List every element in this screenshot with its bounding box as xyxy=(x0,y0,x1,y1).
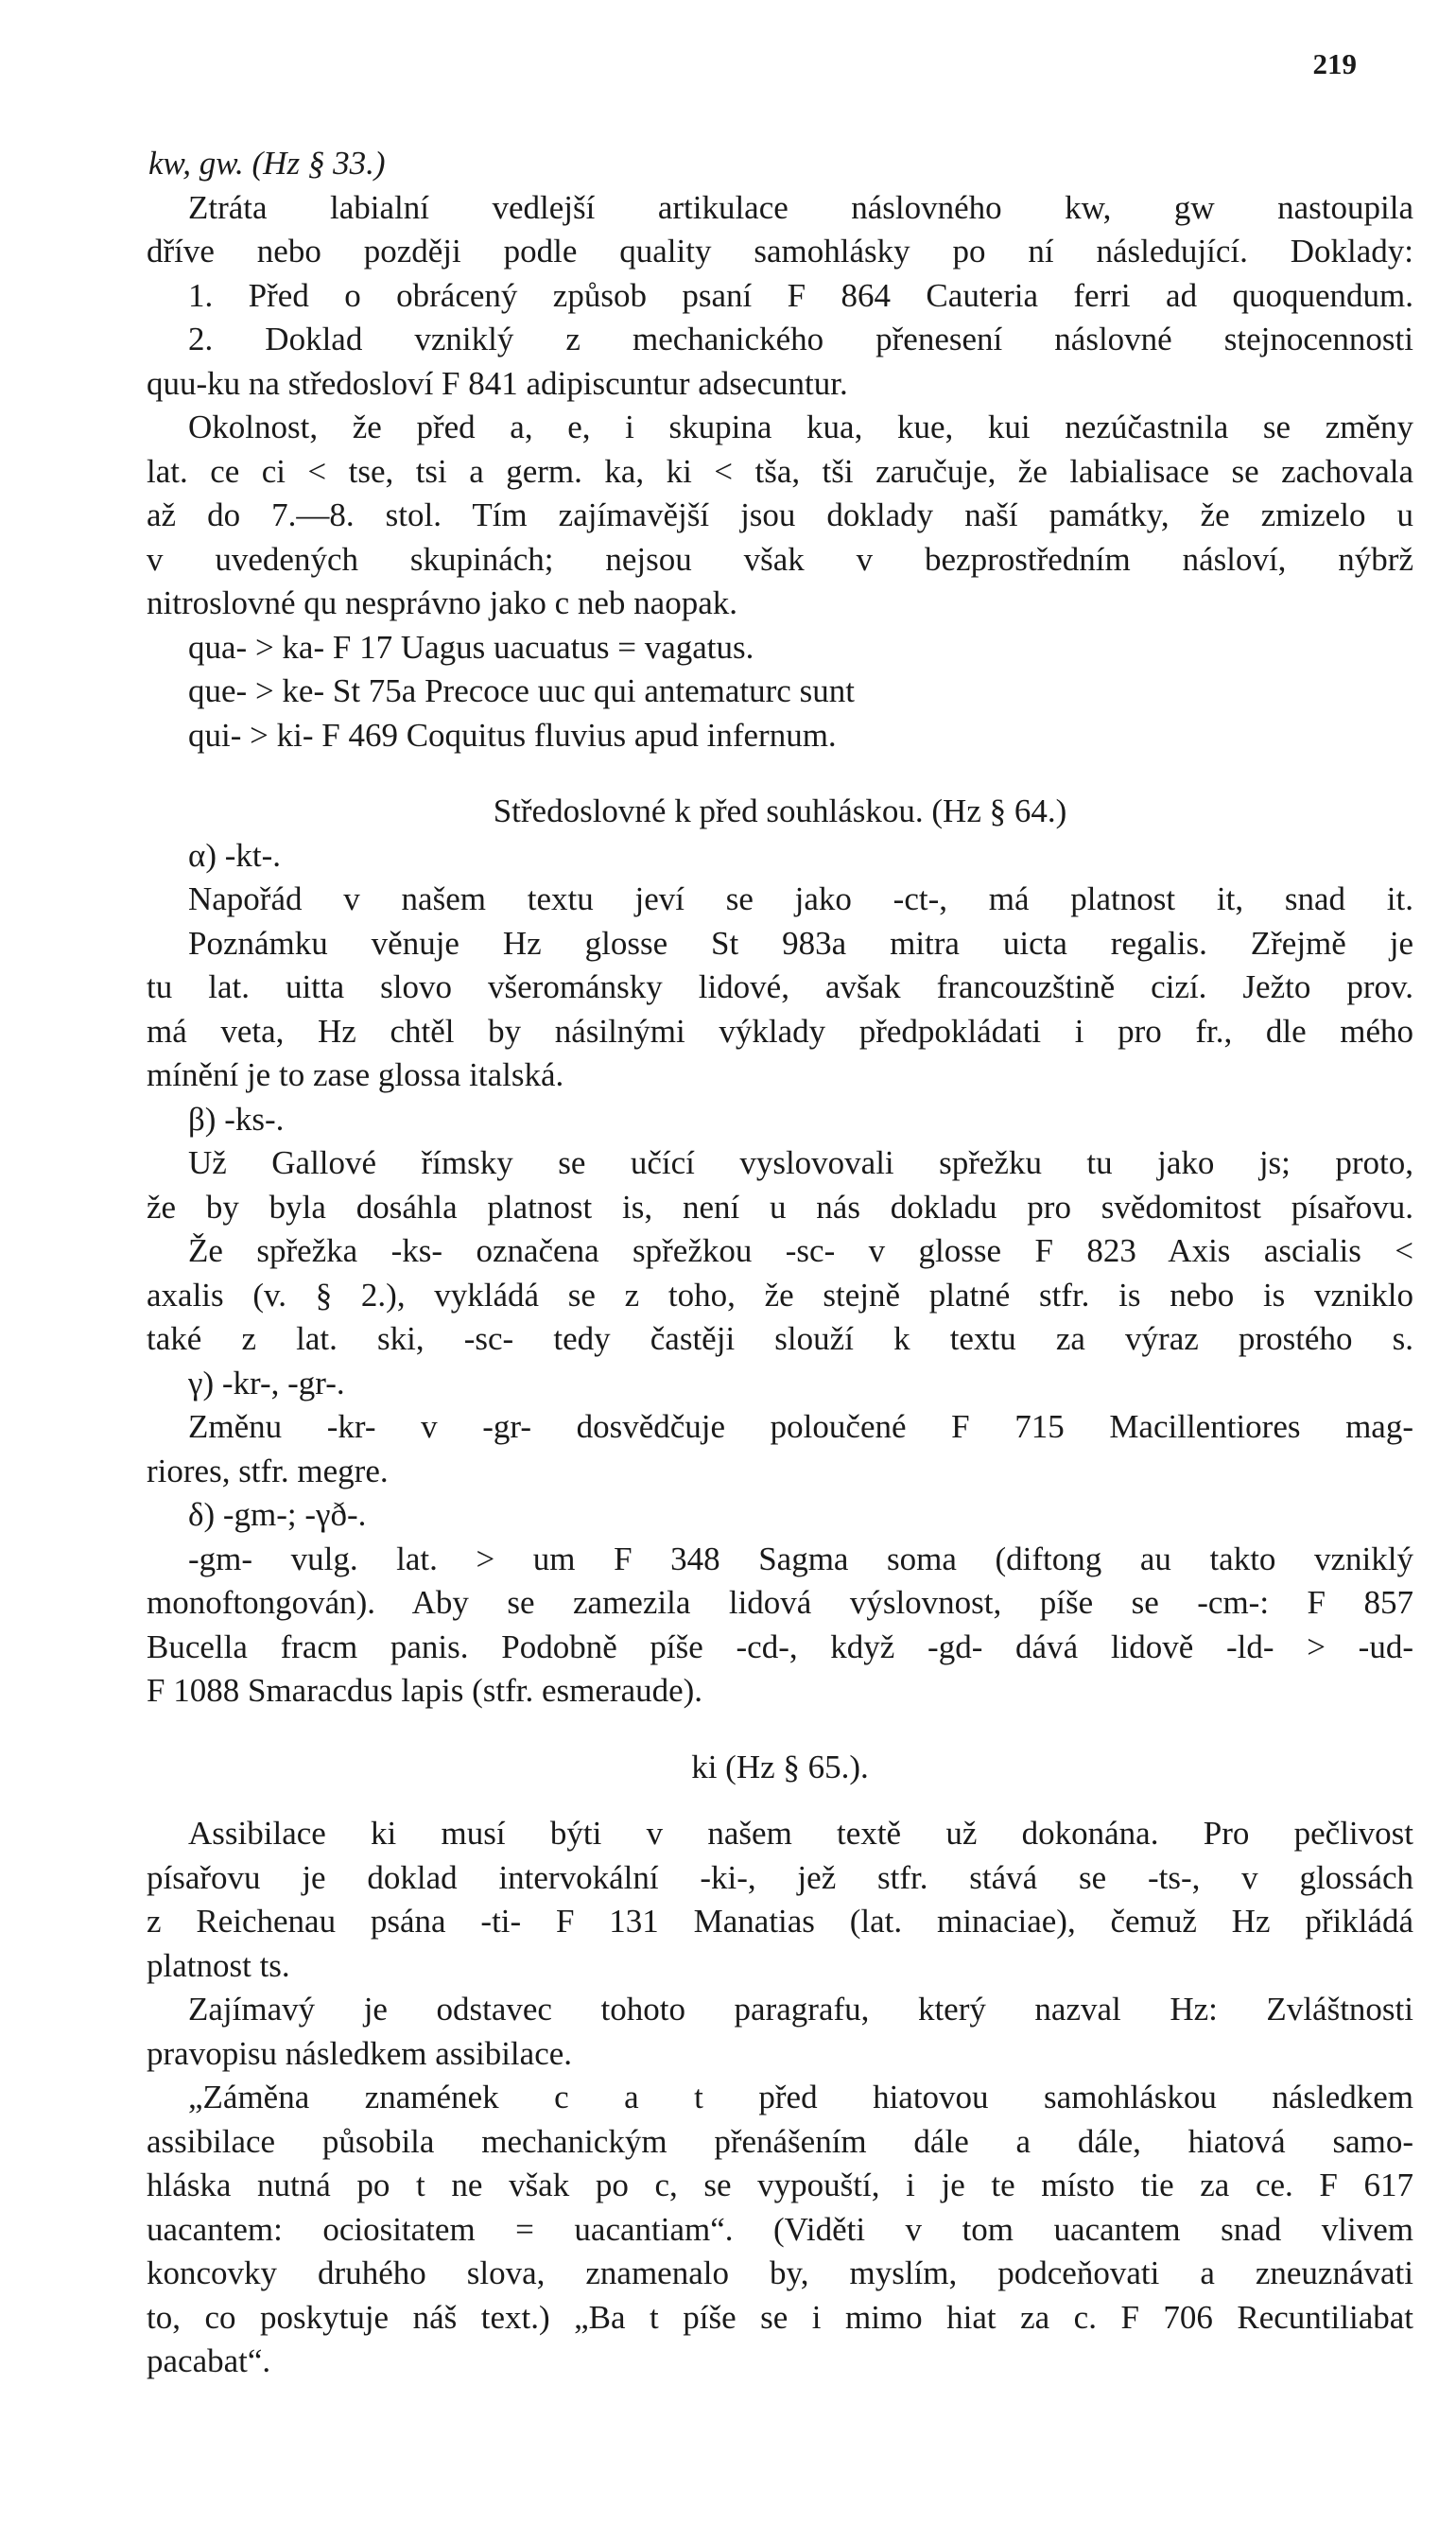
text-line: β) -ks-. xyxy=(188,1100,285,1138)
text-line: Už Gallové římsky se učící vyslovovali spřežku tu jako js; proto, xyxy=(188,1144,1413,1181)
text-line: Ztráta labialní vedlejší artikulace náslovného kw, gw nastoupila xyxy=(188,188,1413,226)
text-line: lat. ce ci < tse, tsi a germ. ka, ki < tša, tši zaručuje, že labialisace se zachovala xyxy=(147,452,1413,490)
text-line: v uvedených skupinách; nejsou však v bezprostředním násloví, nýbrž xyxy=(147,540,1413,578)
text-line: že by byla dosáhla platnost is, není u nás dokladu pro svědomitost písařovu. xyxy=(147,1188,1413,1226)
text-line: pravopisu následkem assibilace. xyxy=(147,2034,573,2072)
text-line: F 1088 Smaracdus lapis (stfr. esmeraude). xyxy=(147,1672,703,1709)
text-line: Zajímavý je odstavec tohoto paragrafu, který nazval Hz: Zvláštnosti xyxy=(188,1991,1413,2028)
text-line: qua- > ka- F 17 Uagus uacuatus = vagatus. xyxy=(188,628,754,666)
text-line: riores, stfr. megre. xyxy=(147,1452,389,1489)
text-line: qui- > ki- F 469 Coquitus fluvius apud infernum. xyxy=(188,716,837,754)
text-line: que- > ke- St 75a Precoce uuc qui antematurc sunt xyxy=(188,672,855,709)
text-line: uacantem: ociositatem = uacantiam“. (Viděti v tom uacantem snad vlivem xyxy=(147,2210,1413,2248)
text-line: Změnu -kr- v -gr- dosvědčuje polоučené F 715 Macillentiores mag- xyxy=(188,1408,1413,1445)
text-line: α) -kt-. xyxy=(188,836,282,874)
text-line: ki (Hz § 65.). xyxy=(691,1748,869,1785)
text-line: to, co poskytuje náš text.) „Ba t píše se i mimo hiat za c. F 706 Recuntiliabat xyxy=(147,2298,1413,2336)
text-line: koncovky druhého slova, znamenalo by, myslím, podceňovati a zneuznávati xyxy=(147,2254,1413,2291)
text-line: Poznámku věnuje Hz glosse St 983a mitra uicta regalis. Zřejmě je xyxy=(188,924,1413,962)
text-line: platnost ts. xyxy=(147,1946,290,1984)
spacer xyxy=(147,1789,1413,1812)
text-line: Assibilace ki musí býti v našem textě už dokonána. Pro pečlivost xyxy=(188,1815,1413,1852)
text-line: Bucella fracm panis. Podobně píše -cd-, když -gd- dává lidově -ld- > -ud- xyxy=(147,1628,1413,1665)
text-line: Okolnost, že před a, e, i skupina kua, kue, kui nezúčastnila se změny xyxy=(188,409,1413,445)
text-line: z Reichenau psána -ti- F 131 Manatias (lat. minaciae), čemuž Hz přikládá xyxy=(147,1903,1413,1940)
text-line: má veta, Hz chtěl by násilnými výklady předpokládati i pro fr., dle mého xyxy=(147,1012,1413,1050)
text-line: Že spřežka -ks- označena spřežkou -sc- v glosse F 823 Axis ascialis < xyxy=(188,1232,1413,1269)
text-line: Napořád v našem textu jeví se jako -ct-, má platnost it, snad it. xyxy=(188,880,1413,917)
text-line: assibilace působila mechanickým přenášením dále a dále, hiatová samo- xyxy=(147,2122,1413,2160)
spacer xyxy=(147,1714,1413,1746)
text-line: kw, gw. (Hz § 33.) xyxy=(148,145,386,182)
text-line: δ) -gm-; -γð-. xyxy=(188,1496,367,1533)
spacer xyxy=(147,757,1413,790)
page-number: 219 xyxy=(1312,47,1357,80)
text-line: mínění je to zase glossa italská. xyxy=(147,1056,564,1093)
text-line: -gm- vulg. lat. > um F 348 Sagma soma (diftong au takto vzniklý xyxy=(188,1540,1413,1577)
text-line: 1. Před o obrácený způsob psaní F 864 Cauteria ferri ad quoquendum. xyxy=(188,276,1413,314)
text-line: hláska nutná po t ne však po c, se vypouští, i je te místo tie za ce. F 617 xyxy=(147,2167,1413,2203)
text-line: písařovu je doklad intervokální -ki-, jež stfr. stává se -ts-, v glossách xyxy=(147,1858,1413,1896)
text-line: tu lat. uitta slovo všerománsky lidové, avšak francouzštině cizí. Ježto prov. xyxy=(147,968,1413,1005)
text-line: až do 7.—8. stol. Tím zajímavější jsou doklady naší památky, že zmizelo u xyxy=(147,496,1413,533)
text-line: pacabat“. xyxy=(147,2342,271,2379)
text-line: také z lat. ski, -sc- tedy častěji slouží k textu za výraz prostého s. xyxy=(147,1320,1413,1357)
text-line: axalis (v. § 2.), vykládá se z toho, že stejně platné stfr. is nebo is vzniklo xyxy=(147,1276,1413,1314)
text-line: γ) -kr-, -gr-. xyxy=(188,1364,345,1401)
text-line: „Záměna znamének c a t před hiatovou samohláskou následkem xyxy=(188,2079,1413,2115)
text-line: 2. Doklad vzniklý z mechanického přenesení náslovné stejnocennosti xyxy=(188,321,1413,357)
text-line: quu-ku na středosloví F 841 adipiscuntur adsecuntur. xyxy=(147,364,848,402)
text-body xyxy=(147,142,1413,2384)
text-line: dříve nebo později podle quality samohlásky po ní následující. Doklady: xyxy=(147,233,1413,270)
text-line: nitroslovné qu nesprávno jako c neb naopak. xyxy=(147,584,737,621)
text-line: monoftongován). Aby se zamezila lidová výslovnost, píše se -cm-: F 857 xyxy=(147,1584,1413,1621)
text-line: Středoslovné k před souhláskou. (Hz § 64.) xyxy=(493,792,1067,829)
